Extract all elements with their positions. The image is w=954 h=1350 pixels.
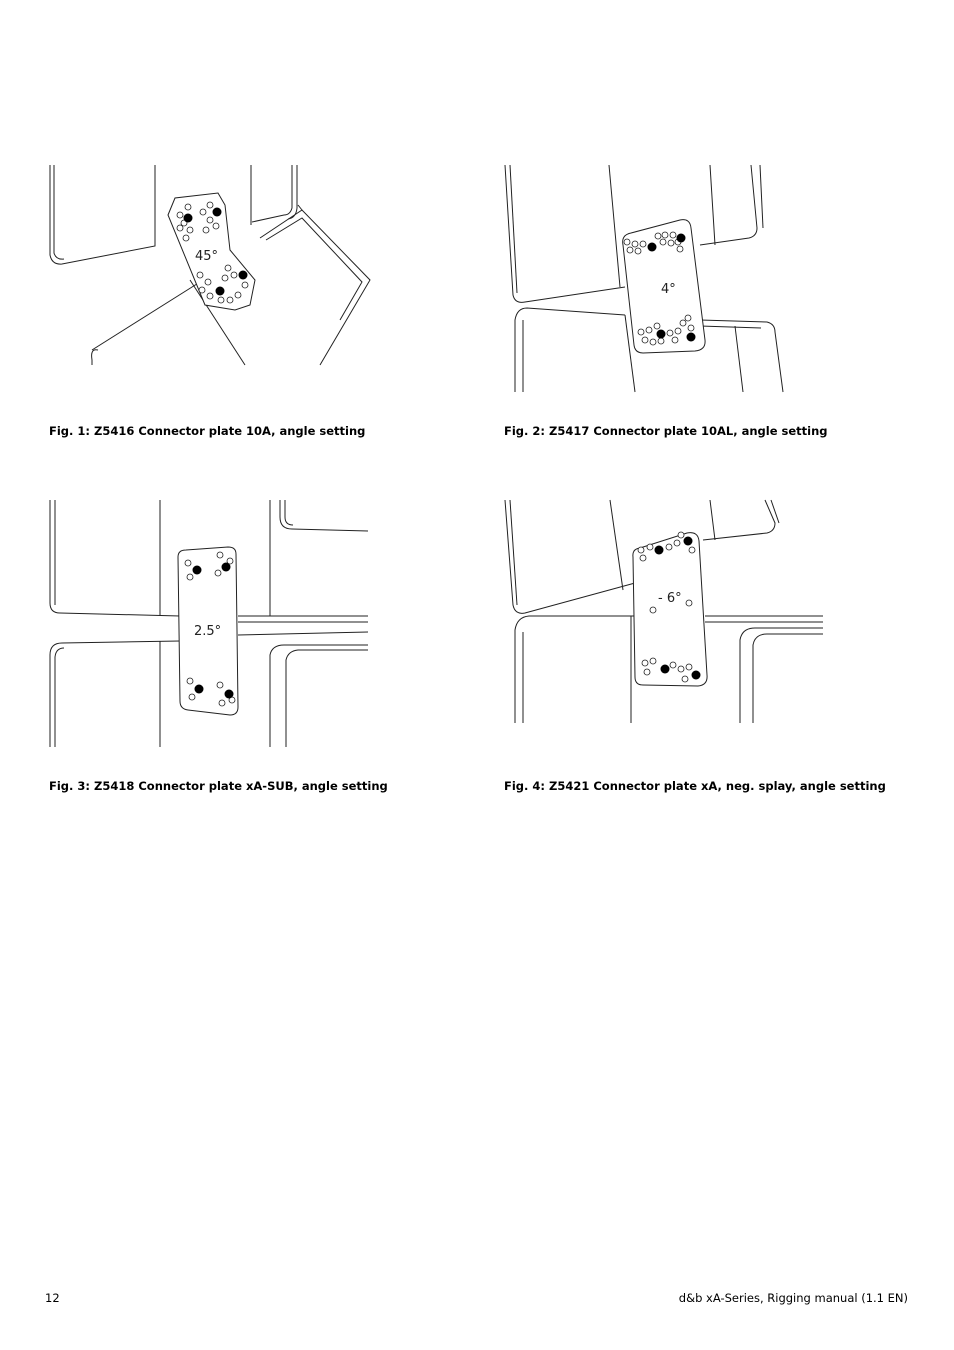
figure-1-caption: Fig. 1: Z5416 Connector plate 10A, angle setting bbox=[49, 424, 366, 438]
angle-label: 4° bbox=[661, 282, 676, 297]
connector-plate bbox=[633, 532, 707, 686]
angle-label: - 6° bbox=[658, 591, 682, 606]
figure-2-caption: Fig. 2: Z5417 Connector plate 10AL, angle setting bbox=[504, 424, 828, 438]
figure-4-drawing bbox=[495, 495, 835, 735]
angle-label: 2.5° bbox=[194, 624, 222, 639]
figure-3-drawing bbox=[40, 495, 380, 755]
figure-4-caption: Fig. 4: Z5421 Connector plate xA, neg. splay, angle setting bbox=[504, 779, 886, 793]
figure-1-drawing bbox=[40, 160, 380, 370]
page-number: 12 bbox=[45, 1291, 60, 1305]
angle-label: 45° bbox=[195, 249, 219, 264]
figure-3-caption: Fig. 3: Z5418 Connector plate xA-SUB, angle setting bbox=[49, 779, 388, 793]
figure-2-drawing bbox=[495, 160, 795, 395]
document-title: d&b xA-Series, Rigging manual (1.1 EN) bbox=[678, 1291, 908, 1305]
